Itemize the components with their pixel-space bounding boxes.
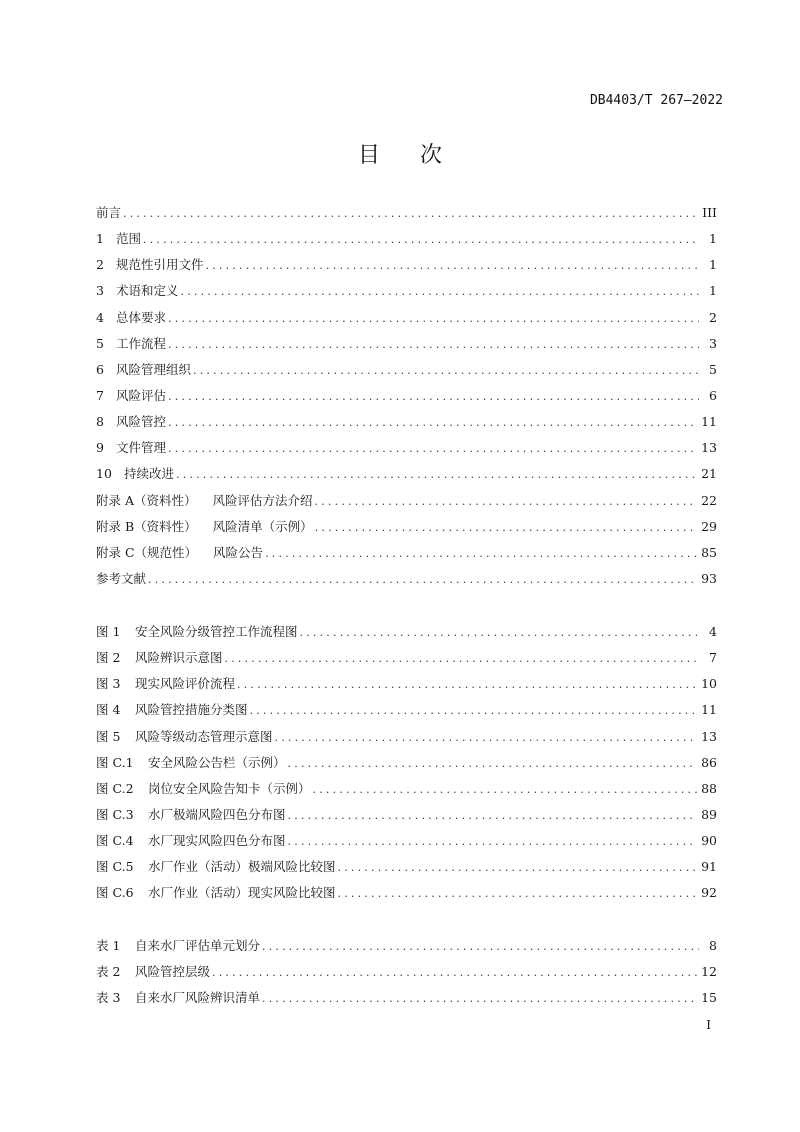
dot-leader bbox=[193, 363, 699, 379]
toc-entry-title: 风险评估 bbox=[116, 388, 167, 404]
toc-entry-title: 风险管控层级 bbox=[135, 964, 211, 980]
toc-entry-title: 风险清单（示例） bbox=[212, 518, 313, 534]
dot-leader bbox=[288, 756, 698, 772]
toc-entry-number: 5 bbox=[96, 335, 104, 351]
toc-entry-page: III bbox=[702, 205, 717, 221]
toc-figure-entry[interactable] bbox=[96, 619, 717, 645]
toc-entry-risk-control[interactable] bbox=[96, 409, 717, 435]
dot-leader bbox=[168, 311, 699, 327]
toc-entry-number: 4 bbox=[96, 309, 104, 325]
dot-leader bbox=[176, 467, 697, 483]
page-number: I bbox=[706, 1018, 711, 1032]
toc-entry-page: 92 bbox=[701, 885, 717, 901]
dot-leader bbox=[262, 991, 697, 1007]
toc-entry-number: 图 2 bbox=[96, 650, 121, 666]
toc-entry-page: 6 bbox=[709, 388, 717, 404]
toc-entry-number: 8 bbox=[96, 414, 104, 430]
toc-figure-entry[interactable] bbox=[96, 776, 717, 802]
toc-entry-number: 图 C.6 bbox=[96, 885, 134, 901]
toc-entry-page: 21 bbox=[701, 466, 717, 482]
toc-entry-number: 图 5 bbox=[96, 728, 121, 744]
toc-entry-title: 风险辨识示意图 bbox=[135, 650, 223, 666]
toc-entry-number: 6 bbox=[96, 361, 104, 377]
toc-entry-title: 持续改进 bbox=[124, 466, 175, 482]
toc-entry-risk-organization[interactable] bbox=[96, 357, 717, 383]
toc-entry-title: 前言 bbox=[96, 205, 122, 221]
dot-leader bbox=[123, 206, 698, 222]
dot-leader bbox=[168, 415, 697, 431]
toc-entry-page: 2 bbox=[709, 309, 717, 325]
toc-figures-section bbox=[96, 619, 717, 907]
toc-figure-entry[interactable] bbox=[96, 671, 717, 697]
toc-entry-page: 8 bbox=[709, 938, 717, 954]
toc-entry-terms-definitions[interactable] bbox=[96, 278, 717, 304]
dot-leader bbox=[168, 389, 699, 405]
dot-leader bbox=[225, 651, 699, 667]
toc-entry-foreword[interactable] bbox=[96, 200, 717, 226]
toc-entry-normative-references[interactable] bbox=[96, 252, 717, 278]
toc-entry-number: 1 bbox=[96, 231, 104, 247]
toc-entry-title: 安全风险公告栏（示例） bbox=[148, 754, 286, 770]
toc-figure-entry[interactable] bbox=[96, 724, 717, 750]
title-char-2: 次 bbox=[420, 143, 443, 168]
dot-leader bbox=[338, 860, 698, 876]
toc-entry-title: 总体要求 bbox=[116, 309, 167, 325]
toc-entry-title: 风险评估方法介绍 bbox=[212, 492, 313, 508]
toc-entry-title: 范围 bbox=[116, 231, 142, 247]
toc-entry-page: 15 bbox=[701, 990, 717, 1006]
toc-entry-number: 表 1 bbox=[96, 938, 121, 954]
toc-entry-title: 风险等级动态管理示意图 bbox=[135, 728, 273, 744]
toc-entry-title: 规范性引用文件 bbox=[116, 257, 204, 273]
toc-entry-number: 附录 B（资料性） bbox=[96, 518, 197, 534]
toc-entry-page: 12 bbox=[701, 964, 717, 980]
toc-entry-number: 表 2 bbox=[96, 964, 121, 980]
toc-entry-title: 术语和定义 bbox=[116, 283, 179, 299]
toc-entry-number: 附录 A（资料性） bbox=[96, 492, 197, 508]
toc-entry-number: 表 3 bbox=[96, 990, 121, 1006]
toc-entry-title: 风险管控措施分类图 bbox=[135, 702, 248, 718]
toc-main-section bbox=[96, 200, 717, 592]
toc-entry-page: 22 bbox=[701, 492, 717, 508]
toc-entry-appendix-b[interactable] bbox=[96, 514, 717, 540]
dot-leader bbox=[265, 546, 697, 562]
toc-figure-entry[interactable] bbox=[96, 828, 717, 854]
toc-entry-title: 岗位安全风险告知卡（示例） bbox=[148, 780, 311, 796]
toc-entry-number: 图 C.4 bbox=[96, 833, 134, 849]
toc-entry-title: 水厂作业（活动）极端风险比较图 bbox=[148, 859, 336, 875]
toc-figure-entry[interactable] bbox=[96, 802, 717, 828]
toc-entry-page: 10 bbox=[701, 676, 717, 692]
toc-entry-number: 图 4 bbox=[96, 702, 121, 718]
toc-entry-general-requirements[interactable] bbox=[96, 305, 717, 331]
toc-entry-appendix-c[interactable] bbox=[96, 540, 717, 566]
toc-entry-title: 自来水厂评估单元划分 bbox=[135, 938, 261, 954]
toc-entry-number: 图 C.3 bbox=[96, 807, 134, 823]
toc-table-entry[interactable] bbox=[96, 959, 717, 985]
dot-leader bbox=[206, 258, 699, 274]
toc-entry-continuous-improvement[interactable] bbox=[96, 461, 717, 487]
dot-leader bbox=[338, 886, 698, 902]
document-code: DB4403/T 267—2022 bbox=[589, 93, 723, 108]
toc-entry-page: 93 bbox=[701, 571, 717, 587]
toc-entry-page: 29 bbox=[701, 518, 717, 534]
dot-leader bbox=[275, 730, 698, 746]
toc-entry-title: 参考文献 bbox=[96, 571, 147, 587]
toc-entry-title: 自来水厂风险辨识清单 bbox=[135, 990, 261, 1006]
toc-entry-risk-assessment[interactable] bbox=[96, 383, 717, 409]
toc-entry-title: 风险管理组织 bbox=[116, 361, 192, 377]
toc-entry-appendix-a[interactable] bbox=[96, 488, 717, 514]
dot-leader bbox=[262, 939, 699, 955]
toc-entry-page: 90 bbox=[701, 833, 717, 849]
toc-figure-entry[interactable] bbox=[96, 697, 717, 723]
dot-leader bbox=[315, 494, 698, 510]
dot-leader bbox=[288, 834, 698, 850]
toc-table-entry[interactable] bbox=[96, 933, 717, 959]
toc-figure-entry[interactable] bbox=[96, 750, 717, 776]
toc-entry-title: 现实风险评价流程 bbox=[135, 676, 236, 692]
toc-entry-title: 安全风险分级管控工作流程图 bbox=[135, 624, 298, 640]
toc-entry-number: 图 1 bbox=[96, 624, 121, 640]
toc-entry-document-management[interactable] bbox=[96, 435, 717, 461]
toc-entry-page: 11 bbox=[701, 702, 717, 718]
toc-entry-title: 文件管理 bbox=[116, 440, 167, 456]
toc-entry-bibliography[interactable] bbox=[96, 566, 717, 592]
toc-entry-number: 9 bbox=[96, 440, 104, 456]
toc-entry-page: 13 bbox=[701, 728, 717, 744]
toc-entry-page: 85 bbox=[701, 544, 717, 560]
title-char-1: 目 bbox=[357, 143, 380, 168]
toc-entry-page: 13 bbox=[701, 440, 717, 456]
dot-leader bbox=[168, 441, 697, 457]
dot-leader bbox=[181, 284, 699, 300]
toc-entry-number: 图 C.1 bbox=[96, 754, 134, 770]
dot-leader bbox=[148, 572, 697, 588]
toc-entry-number: 附录 C（规范性） bbox=[96, 544, 198, 560]
toc-entry-page: 1 bbox=[709, 257, 717, 273]
toc-entry-number: 7 bbox=[96, 388, 104, 404]
toc-entry-page: 7 bbox=[709, 650, 717, 666]
toc-entry-page: 89 bbox=[701, 807, 717, 823]
toc-table-entry[interactable] bbox=[96, 985, 717, 1011]
toc-entry-page: 86 bbox=[701, 754, 717, 770]
toc-entry-title: 水厂现实风险四色分布图 bbox=[148, 833, 286, 849]
toc-entry-number: 图 3 bbox=[96, 676, 121, 692]
dot-leader bbox=[300, 625, 699, 641]
toc-entry-number: 2 bbox=[96, 257, 104, 273]
toc-entry-page: 5 bbox=[709, 361, 717, 377]
toc-entry-page: 88 bbox=[701, 780, 717, 796]
toc-entry-number: 图 C.5 bbox=[96, 859, 134, 875]
dot-leader bbox=[168, 337, 699, 353]
dot-leader bbox=[313, 782, 698, 798]
dot-leader bbox=[143, 232, 699, 248]
toc-entry-number: 10 bbox=[96, 466, 112, 482]
toc-entry-page: 1 bbox=[709, 283, 717, 299]
toc-figure-entry[interactable] bbox=[96, 854, 717, 880]
toc-entry-title: 水厂极端风险四色分布图 bbox=[148, 807, 286, 823]
toc-entry-title: 风险管控 bbox=[116, 414, 167, 430]
toc-tables-section bbox=[96, 933, 717, 1011]
dot-leader bbox=[288, 808, 698, 824]
dot-leader bbox=[315, 520, 697, 536]
page-title bbox=[0, 138, 800, 169]
dot-leader bbox=[250, 703, 698, 719]
toc-entry-number: 图 C.2 bbox=[96, 780, 134, 796]
toc-entry-number: 3 bbox=[96, 283, 104, 299]
toc-entry-title: 风险公告 bbox=[213, 544, 264, 560]
dot-leader bbox=[237, 677, 697, 693]
toc-entry-title: 工作流程 bbox=[116, 335, 167, 351]
toc-entry-page: 3 bbox=[709, 335, 717, 351]
toc-entry-page: 91 bbox=[701, 859, 717, 875]
toc-entry-page: 11 bbox=[701, 414, 717, 430]
toc-entry-scope[interactable] bbox=[96, 226, 717, 252]
toc-entry-workflow[interactable] bbox=[96, 331, 717, 357]
dot-leader bbox=[212, 965, 697, 981]
toc-entry-title: 水厂作业（活动）现实风险比较图 bbox=[148, 885, 336, 901]
toc-entry-page: 4 bbox=[709, 624, 717, 640]
toc-figure-entry[interactable] bbox=[96, 880, 717, 906]
toc-figure-entry[interactable] bbox=[96, 645, 717, 671]
toc-entry-page: 1 bbox=[709, 231, 717, 247]
